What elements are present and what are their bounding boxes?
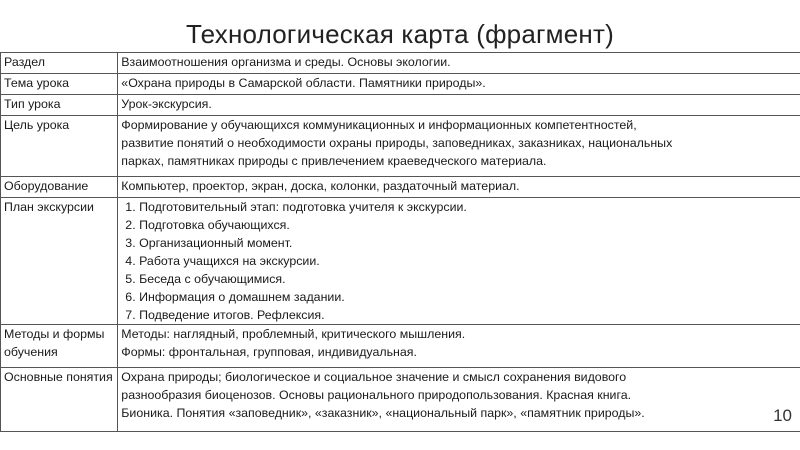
row-label: Тип урока bbox=[1, 95, 118, 116]
tech-map-table bbox=[0, 52, 800, 432]
table-row-equipment bbox=[1, 177, 800, 198]
row-value bbox=[118, 177, 800, 198]
list-item: 2. Подготовка обучающихся. bbox=[125, 218, 290, 232]
row-label: Цель урока bbox=[1, 116, 118, 177]
value-line: Формы: фронтальная, групповая, индивидуальная. bbox=[121, 345, 417, 359]
value-line: развитие понятий о необходимости охраны природы, заповедниках, заказниках, национальных bbox=[121, 136, 673, 150]
value-line: Компьютер, проектор, экран, доска, колонки, раздаточный материал. bbox=[121, 179, 520, 193]
value-line: Бионика. Понятия «заповедник», «заказник», «национальный парк», «памятник природы». bbox=[121, 406, 645, 420]
table-row-methods bbox=[1, 325, 800, 368]
value-line: Урок-экскурсия. bbox=[121, 97, 212, 111]
row-label: План экскурсии bbox=[1, 198, 118, 325]
list-item: 1. Подготовительный этап: подготовка учителя к экскурсии. bbox=[125, 200, 467, 214]
row-value bbox=[118, 198, 800, 325]
row-value bbox=[118, 53, 800, 74]
row-label: Оборудование bbox=[1, 177, 118, 198]
row-label: Методы и формы обучения bbox=[1, 325, 118, 368]
table-row-lesson-type bbox=[1, 95, 800, 116]
row-value bbox=[118, 325, 800, 368]
row-value bbox=[118, 368, 800, 432]
list-item: 3. Организационный момент. bbox=[125, 236, 293, 250]
list-item: 7. Подведение итогов. Рефлексия. bbox=[125, 308, 325, 322]
row-value bbox=[118, 74, 800, 95]
value-line: «Охрана природы в Самарской области. Памятники природы». bbox=[121, 76, 486, 90]
value-line: Формирование у обучающихся коммуникационных и информационных компетентностей, bbox=[121, 118, 637, 132]
value-line: парках, памятниках природы с привлечением краеведческого материала. bbox=[121, 154, 547, 168]
table-row-section bbox=[1, 53, 800, 74]
table-row-key-concepts bbox=[1, 368, 800, 432]
row-label: Раздел bbox=[1, 53, 118, 74]
value-line: Взаимоотношения организма и среды. Основы экологии. bbox=[121, 55, 451, 69]
list-item: 4. Работа учащихся на экскурсии. bbox=[125, 254, 320, 268]
page-number: 10 bbox=[773, 406, 792, 425]
list-item: 6. Информация о домашнем задании. bbox=[125, 290, 345, 304]
value-line: разнообразия биоценозов. Основы рационального природопользования. Красная книга. bbox=[121, 388, 632, 402]
row-value bbox=[118, 116, 800, 177]
slide-title: Технологическая карта (фрагмент) bbox=[186, 19, 614, 49]
list-item: 5. Беседа с обучающимися. bbox=[125, 272, 286, 286]
plan-list bbox=[121, 198, 800, 324]
table-row-excursion-plan bbox=[1, 198, 800, 325]
row-value bbox=[118, 95, 800, 116]
row-label: Тема урока bbox=[1, 74, 118, 95]
table-row-topic bbox=[1, 74, 800, 95]
row-label: Основные понятия bbox=[1, 368, 118, 432]
value-line: Методы: наглядный, проблемный, критического мышления. bbox=[121, 327, 466, 341]
table-row-goal bbox=[1, 116, 800, 177]
value-line: Охрана природы; биологическое и социальное значение и смысл сохранения видового bbox=[121, 370, 627, 384]
